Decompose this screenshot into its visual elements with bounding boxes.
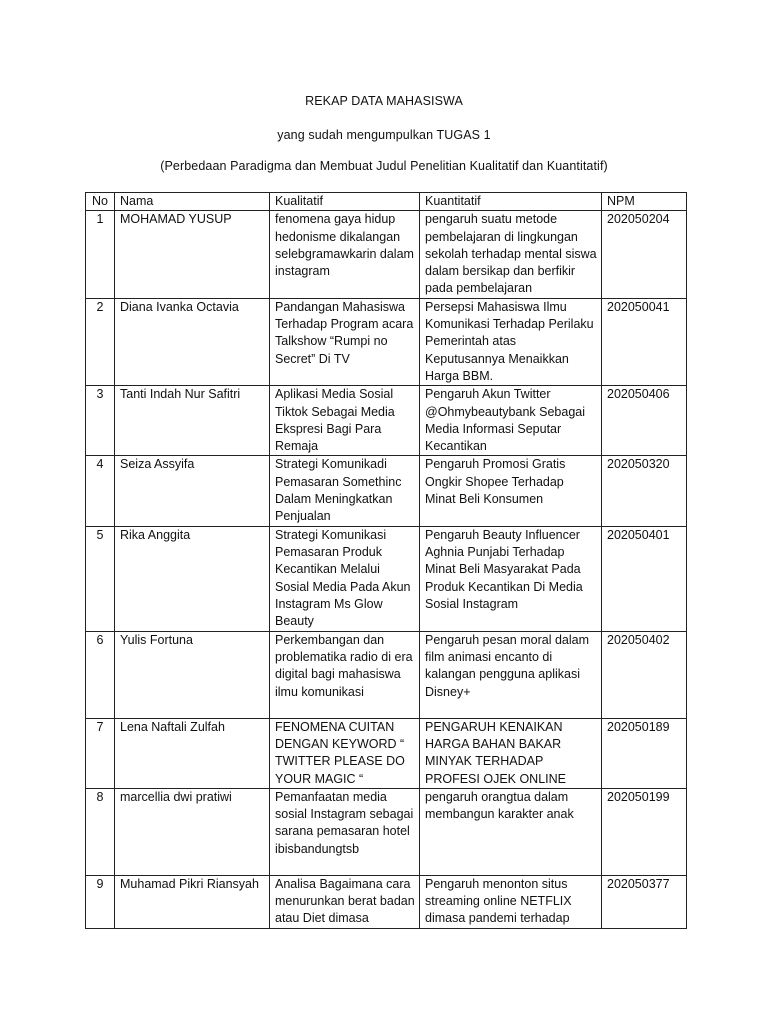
cell-npm: 202050406 (602, 386, 687, 456)
student-data-table (85, 192, 687, 929)
cell-kualitatif: Pandangan Mahasiswa Terhadap Program acara Talkshow “Rumpi no Secret” Di TV (270, 298, 420, 385)
document-description: (Perbedaan Paradigma dan Membuat Judul Penelitian Kualitatif dan Kuantitatif) (160, 159, 608, 173)
cell-no: 5 (86, 526, 115, 631)
cell-nama: Seiza Assyifa (115, 456, 270, 526)
cell-kualitatif: Strategi Komunikasi Pemasaran Produk Kecantikan Melalui Sosial Media Pada Akun Instagram Ms Glow Beauty (270, 526, 420, 631)
cell-nama: Muhamad Pikri Riansyah (115, 875, 270, 928)
header-npm: NPM (602, 193, 687, 211)
document-title: REKAP DATA MAHASISWA (305, 94, 463, 108)
cell-npm: 202050199 (602, 788, 687, 875)
cell-nama: MOHAMAD YUSUP (115, 211, 270, 298)
cell-npm: 202050402 (602, 631, 687, 718)
table-row (86, 211, 687, 298)
cell-kualitatif: FENOMENA CUITAN DENGAN KEYWORD “ TWITTER PLEASE DO YOUR MAGIC “ (270, 718, 420, 788)
cell-npm: 202050189 (602, 718, 687, 788)
cell-nama: Rika Anggita (115, 526, 270, 631)
cell-kualitatif: Strategi Komunikadi Pemasaran Somethinc Dalam Meningkatkan Penjualan (270, 456, 420, 526)
table-row (86, 456, 687, 526)
cell-kualitatif: Analisa Bagaimana cara menurunkan berat badan atau Diet dimasa (270, 875, 420, 928)
table-row (86, 718, 687, 788)
cell-nama: Diana Ivanka Octavia (115, 298, 270, 385)
cell-kuantitatif: Pengaruh Promosi Gratis Ongkir Shopee Terhadap Minat Beli Konsumen (420, 456, 602, 526)
cell-kualitatif: Pemanfaatan media sosial Instagram sebagai sarana pemasaran hotel ibisbandungtsb (270, 788, 420, 875)
table-row (86, 526, 687, 631)
cell-nama: marcellia dwi pratiwi (115, 788, 270, 875)
table-header-row (86, 193, 687, 211)
cell-kuantitatif: Pengaruh Akun Twitter @Ohmybeautybank Sebagai Media Informasi Seputar Kecantikan (420, 386, 602, 456)
cell-kuantitatif: pengaruh suatu metode pembelajaran di lingkungan sekolah terhadap mental siswa dalam bersikap dan berfikir pada pembelajaran (420, 211, 602, 298)
cell-npm: 202050401 (602, 526, 687, 631)
cell-kuantitatif: Pengaruh pesan moral dalam film animasi encanto di kalangan pengguna aplikasi Disney+ (420, 631, 602, 718)
cell-no: 7 (86, 718, 115, 788)
cell-kuantitatif: Persepsi Mahasiswa Ilmu Komunikasi Terhadap Perilaku Pemerintah atas Keputusannya Menaikkan Harga BBM. (420, 298, 602, 385)
header-kuantitatif: Kuantitatif (420, 193, 602, 211)
header-nama: Nama (115, 193, 270, 211)
cell-kuantitatif: Pengaruh menonton situs streaming online NETFLIX dimasa pandemi terhadap (420, 875, 602, 928)
cell-kualitatif: Perkembangan dan problematika radio di era digital bagi mahasiswa ilmu komunikasi (270, 631, 420, 718)
cell-npm: 202050320 (602, 456, 687, 526)
cell-no: 3 (86, 386, 115, 456)
cell-kuantitatif: Pengaruh Beauty Influencer Aghnia Punjabi Terhadap Minat Beli Masyarakat Pada Produk Kecantikan Di Media Sosial Instagram (420, 526, 602, 631)
cell-no: 4 (86, 456, 115, 526)
table-row (86, 386, 687, 456)
header-kualitatif: Kualitatif (270, 193, 420, 211)
table-row (86, 875, 687, 928)
header-no: No (86, 193, 115, 211)
document-subtitle: yang sudah mengumpulkan TUGAS 1 (277, 128, 491, 142)
cell-kualitatif: Aplikasi Media Sosial Tiktok Sebagai Media Ekspresi Bagi Para Remaja (270, 386, 420, 456)
cell-kualitatif: fenomena gaya hidup hedonisme dikalangan selebgramawkarin dalam instagram (270, 211, 420, 298)
cell-nama: Tanti Indah Nur Safitri (115, 386, 270, 456)
table-row (86, 788, 687, 875)
cell-no: 8 (86, 788, 115, 875)
cell-npm: 202050377 (602, 875, 687, 928)
cell-kuantitatif: pengaruh orangtua dalam membangun karakter anak (420, 788, 602, 875)
cell-no: 2 (86, 298, 115, 385)
cell-no: 6 (86, 631, 115, 718)
cell-nama: Yulis Fortuna (115, 631, 270, 718)
cell-nama: Lena Naftali Zulfah (115, 718, 270, 788)
table-row (86, 631, 687, 718)
cell-no: 1 (86, 211, 115, 298)
cell-npm: 202050204 (602, 211, 687, 298)
table-row (86, 298, 687, 385)
cell-kuantitatif: PENGARUH KENAIKAN HARGA BAHAN BAKAR MINYAK TERHADAP PROFESI OJEK ONLINE (420, 718, 602, 788)
cell-no: 9 (86, 875, 115, 928)
cell-npm: 202050041 (602, 298, 687, 385)
